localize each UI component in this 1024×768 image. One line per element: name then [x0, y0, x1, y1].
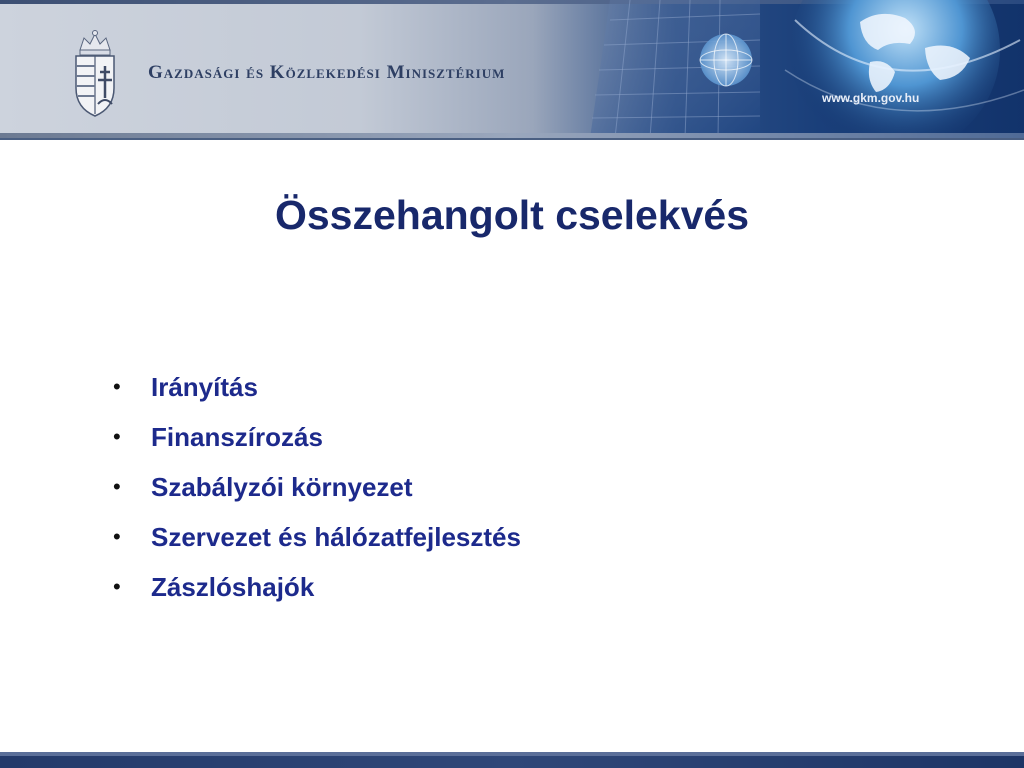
bullet-marker: • [113, 524, 121, 549]
bullet-list [113, 367, 521, 617]
slide-title: Összehangolt cselekvés [274, 192, 750, 238]
globe-icon [690, 0, 1024, 138]
list-item [113, 467, 521, 517]
banner-bottom-line [0, 133, 1024, 138]
ministry-name: Gazdasági és Közlekedési Minisztérium [148, 62, 506, 83]
footer-stripe [0, 752, 1024, 756]
bullet-text: Zászlóshajók [151, 572, 315, 602]
bullet-marker: • [113, 474, 121, 499]
list-item [113, 367, 521, 417]
bullet-marker: • [113, 424, 121, 449]
list-item [113, 567, 521, 617]
bullet-text: Szabályzói környezet [151, 472, 413, 502]
bullet-text: Irányítás [151, 372, 258, 402]
bullet-text: Finanszírozás [151, 422, 323, 452]
bullet-marker: • [113, 574, 121, 599]
bullet-text: Szervezet és hálózatfejlesztés [151, 522, 521, 552]
list-item [113, 417, 521, 467]
list-item [113, 517, 521, 567]
bullet-marker: • [113, 374, 121, 399]
coat-of-arms-icon [70, 28, 120, 118]
website-url[interactable]: www.gkm.gov.hu [822, 91, 920, 105]
footer-bar [0, 752, 1024, 768]
header-banner [0, 0, 1024, 140]
